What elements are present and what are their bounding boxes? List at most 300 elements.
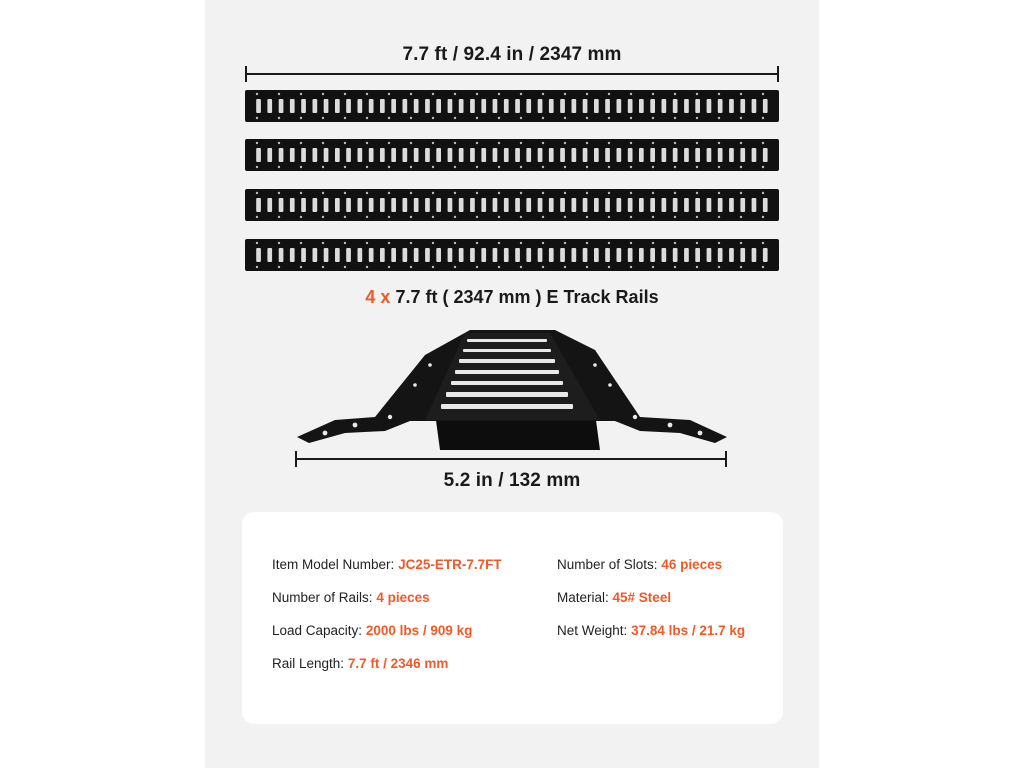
spec-value: JC25-ETR-7.7FT xyxy=(398,557,502,572)
rail-slot xyxy=(335,198,340,212)
rail-slot xyxy=(459,248,464,262)
rail-hole xyxy=(256,266,258,268)
rail-hole xyxy=(388,142,390,144)
rail-hole xyxy=(322,93,324,95)
rail-hole xyxy=(674,142,676,144)
rail-slot xyxy=(572,248,577,262)
rail-slot xyxy=(301,99,306,113)
rail-slot xyxy=(684,198,689,212)
rail-slot xyxy=(515,198,520,212)
product-panel xyxy=(205,0,819,768)
rail-hole xyxy=(388,242,390,244)
rail-hole xyxy=(630,192,632,194)
rail-slot xyxy=(763,198,768,212)
rail-hole xyxy=(762,117,764,119)
rail-slot xyxy=(481,198,486,212)
rail-hole xyxy=(740,242,742,244)
rail-hole xyxy=(740,93,742,95)
rail-hole xyxy=(278,242,280,244)
rail-slot xyxy=(267,198,272,212)
rail-slot xyxy=(639,148,644,162)
rail-hole xyxy=(520,142,522,144)
rail-hole xyxy=(564,93,566,95)
rail-hole xyxy=(520,216,522,218)
rail-slot xyxy=(493,248,498,262)
rail-slot xyxy=(290,99,295,113)
rail-slot xyxy=(380,198,385,212)
rail-slot xyxy=(673,198,678,212)
rail-hole xyxy=(410,216,412,218)
rail-slot xyxy=(594,198,599,212)
rail-hole xyxy=(542,142,544,144)
rail-hole xyxy=(696,242,698,244)
spec-model-number xyxy=(272,557,502,590)
rail-hole xyxy=(454,166,456,168)
rail-hole xyxy=(608,166,610,168)
rail-slot xyxy=(459,99,464,113)
rail-hole xyxy=(256,242,258,244)
rail-slot xyxy=(526,198,531,212)
rail-hole xyxy=(432,192,434,194)
rail-hole xyxy=(454,93,456,95)
spec-value: 2000 lbs / 909 kg xyxy=(365,623,473,638)
rail-hole xyxy=(652,192,654,194)
rail-hole xyxy=(476,93,478,95)
rail-hole xyxy=(586,142,588,144)
rail-hole xyxy=(630,266,632,268)
rail-hole xyxy=(278,216,280,218)
rail-slot xyxy=(403,248,408,262)
rail-hole xyxy=(762,192,764,194)
rail-hole xyxy=(718,192,720,194)
rail-hole xyxy=(344,216,346,218)
rail-hole xyxy=(344,117,346,119)
rail-slot xyxy=(369,248,374,262)
rail-hole xyxy=(498,216,500,218)
rail-slot xyxy=(673,99,678,113)
rail-slot xyxy=(707,148,712,162)
rail-slot xyxy=(515,99,520,113)
spec-value: 7.7 ft / 2346 mm xyxy=(347,656,449,671)
rail-slot xyxy=(526,99,531,113)
rail-hole xyxy=(542,242,544,244)
rail-hole xyxy=(740,166,742,168)
rail-slot xyxy=(617,198,622,212)
spec-label: Rail Length: xyxy=(272,656,345,671)
rail-hole xyxy=(740,117,742,119)
rail-hole xyxy=(454,192,456,194)
rail-hole xyxy=(718,216,720,218)
rail-hole xyxy=(520,242,522,244)
rail-hole xyxy=(498,192,500,194)
rail-hole xyxy=(586,117,588,119)
rail-slot xyxy=(740,248,745,262)
rail-slot xyxy=(459,198,464,212)
rail-hole xyxy=(542,266,544,268)
rail-hole xyxy=(674,242,676,244)
rail-hole xyxy=(476,266,478,268)
rail-slot xyxy=(707,198,712,212)
rail-hole xyxy=(344,142,346,144)
rail-hole xyxy=(366,242,368,244)
rail-slot xyxy=(718,198,723,212)
rail-hole xyxy=(696,266,698,268)
rail-slot xyxy=(695,248,700,262)
rails-quantity: 4 x xyxy=(365,287,391,307)
rail-hole xyxy=(608,93,610,95)
rail-hole xyxy=(322,192,324,194)
rail-hole xyxy=(322,166,324,168)
rail-hole xyxy=(432,266,434,268)
e-track-rail-1 xyxy=(245,90,779,122)
rail-hole xyxy=(586,242,588,244)
rail-slot xyxy=(290,248,295,262)
rail-slot xyxy=(448,99,453,113)
rail-slot xyxy=(403,99,408,113)
rail-hole xyxy=(278,192,280,194)
rail-slot xyxy=(279,248,284,262)
rail-hole xyxy=(608,216,610,218)
rail-hole xyxy=(652,117,654,119)
rail-slot xyxy=(436,198,441,212)
rail-slot xyxy=(560,198,565,212)
rail-hole xyxy=(762,142,764,144)
rail-slot xyxy=(628,99,633,113)
rail-hole xyxy=(520,166,522,168)
rail-slot xyxy=(718,99,723,113)
rail-slot xyxy=(729,99,734,113)
rail-hole xyxy=(718,166,720,168)
rail-slot xyxy=(436,248,441,262)
rail-slot xyxy=(628,248,633,262)
rail-slot xyxy=(718,148,723,162)
rail-hole xyxy=(564,192,566,194)
spec-label: Number of Rails: xyxy=(272,590,373,605)
width-dimension-label: 5.2 in / 132 mm xyxy=(443,470,581,491)
rail-hole xyxy=(586,166,588,168)
rail-slot xyxy=(538,198,543,212)
rail-slot xyxy=(572,148,577,162)
rail-slot xyxy=(256,148,261,162)
rail-slot xyxy=(538,248,543,262)
e-track-rail-3 xyxy=(245,189,779,221)
spec-value: 4 pieces xyxy=(376,590,430,605)
spec-load-capacity xyxy=(272,623,502,656)
rail-hole xyxy=(696,216,698,218)
rail-slot xyxy=(752,99,757,113)
rail-slot xyxy=(538,99,543,113)
rail-hole xyxy=(256,93,258,95)
rail-hole xyxy=(300,192,302,194)
rail-slot xyxy=(504,148,509,162)
rail-hole xyxy=(740,192,742,194)
rail-hole xyxy=(432,166,434,168)
rail-slot xyxy=(662,248,667,262)
rail-hole xyxy=(388,166,390,168)
rail-slot xyxy=(594,248,599,262)
rail-slot xyxy=(526,248,531,262)
rail-slot xyxy=(639,99,644,113)
rail-hole xyxy=(476,166,478,168)
rail-slot xyxy=(436,148,441,162)
rail-slot xyxy=(290,148,295,162)
rail-hole xyxy=(630,117,632,119)
rail-slot xyxy=(729,148,734,162)
rail-hole xyxy=(674,216,676,218)
rail-slot xyxy=(256,248,261,262)
rail-slot xyxy=(493,99,498,113)
rail-hole xyxy=(432,242,434,244)
rail-slot xyxy=(617,99,622,113)
rail-hole xyxy=(366,216,368,218)
rail-slot xyxy=(279,198,284,212)
spec-number-of-rails xyxy=(272,590,502,623)
rail-hole xyxy=(630,166,632,168)
rail-hole xyxy=(344,166,346,168)
rail-hole xyxy=(454,266,456,268)
rail-hole xyxy=(762,266,764,268)
rail-hole xyxy=(322,216,324,218)
rail-slot xyxy=(425,148,430,162)
rail-slot xyxy=(695,148,700,162)
rail-slot xyxy=(662,99,667,113)
rail-slot xyxy=(346,248,351,262)
rail-slot xyxy=(380,248,385,262)
rail-hole xyxy=(256,166,258,168)
rail-hole xyxy=(300,93,302,95)
rail-hole xyxy=(564,266,566,268)
rail-slot xyxy=(684,99,689,113)
rail-hole xyxy=(652,266,654,268)
rail-hole xyxy=(630,142,632,144)
rail-hole xyxy=(410,266,412,268)
rail-hole xyxy=(476,192,478,194)
rail-slot xyxy=(662,148,667,162)
rail-hole xyxy=(278,93,280,95)
rail-slot xyxy=(301,148,306,162)
length-dimension-label: 7.7 ft / 92.4 in / 2347 mm xyxy=(402,44,622,65)
rail-hole xyxy=(740,216,742,218)
rail-hole xyxy=(718,93,720,95)
rail-slot xyxy=(301,198,306,212)
rail-slot xyxy=(380,99,385,113)
rail-slot xyxy=(560,99,565,113)
rail-hole xyxy=(498,142,500,144)
rail-slot xyxy=(650,198,655,212)
rail-slot xyxy=(436,99,441,113)
rail-slot xyxy=(369,99,374,113)
rail-hole xyxy=(652,93,654,95)
rail-hole xyxy=(586,266,588,268)
rail-hole xyxy=(278,117,280,119)
rail-slot xyxy=(628,198,633,212)
rail-slot xyxy=(605,99,610,113)
rail-hole xyxy=(454,142,456,144)
rail-hole xyxy=(388,216,390,218)
rail-hole xyxy=(542,117,544,119)
rail-hole xyxy=(498,166,500,168)
rail-hole xyxy=(696,93,698,95)
rail-hole xyxy=(718,242,720,244)
rail-slot xyxy=(346,198,351,212)
rail-slot xyxy=(560,148,565,162)
rail-slot xyxy=(583,248,588,262)
rail-hole xyxy=(454,242,456,244)
rail-slot xyxy=(459,148,464,162)
rail-slot xyxy=(493,198,498,212)
rail-hole xyxy=(674,266,676,268)
rail-slot xyxy=(301,248,306,262)
rail-hole xyxy=(520,117,522,119)
rail-hole xyxy=(564,142,566,144)
rail-hole xyxy=(476,117,478,119)
rail-hole xyxy=(498,242,500,244)
rail-slot xyxy=(526,148,531,162)
rail-hole xyxy=(454,216,456,218)
rail-slot xyxy=(313,248,318,262)
rail-slot xyxy=(594,99,599,113)
rail-slot xyxy=(470,248,475,262)
rail-slot xyxy=(549,99,554,113)
rail-hole xyxy=(410,117,412,119)
rail-slot xyxy=(414,99,419,113)
rail-slot xyxy=(335,99,340,113)
rail-slot xyxy=(662,198,667,212)
rail-hole xyxy=(564,166,566,168)
rail-slot xyxy=(752,148,757,162)
rail-hole xyxy=(564,117,566,119)
rail-slot xyxy=(572,198,577,212)
rail-hole xyxy=(278,266,280,268)
rail-hole xyxy=(366,93,368,95)
rail-slot xyxy=(470,99,475,113)
rail-hole xyxy=(388,93,390,95)
rail-slot xyxy=(504,99,509,113)
rail-slot xyxy=(549,148,554,162)
rail-slot xyxy=(313,198,318,212)
spec-material xyxy=(557,590,745,623)
rail-hole xyxy=(608,142,610,144)
rail-slot xyxy=(729,248,734,262)
rail-hole xyxy=(344,192,346,194)
rail-slot xyxy=(279,99,284,113)
rail-slot xyxy=(639,248,644,262)
rail-slot xyxy=(324,248,329,262)
rail-slot xyxy=(549,198,554,212)
rail-slot xyxy=(324,198,329,212)
rail-slot xyxy=(369,198,374,212)
rail-slot xyxy=(403,198,408,212)
rail-hole xyxy=(564,242,566,244)
rail-slot xyxy=(763,248,768,262)
rail-hole xyxy=(410,93,412,95)
rail-hole xyxy=(718,266,720,268)
rail-slot xyxy=(695,99,700,113)
spec-label: Load Capacity: xyxy=(272,623,363,638)
spec-number-of-slots xyxy=(557,557,745,590)
rail-hole xyxy=(344,266,346,268)
rail-hole xyxy=(256,142,258,144)
rail-slot xyxy=(515,148,520,162)
rail-hole xyxy=(608,192,610,194)
rail-hole xyxy=(696,117,698,119)
rail-slot xyxy=(549,248,554,262)
rail-slot xyxy=(583,148,588,162)
rail-slot xyxy=(279,148,284,162)
rail-slot xyxy=(617,148,622,162)
rail-hole xyxy=(740,142,742,144)
rail-hole xyxy=(608,242,610,244)
rail-hole xyxy=(300,117,302,119)
rail-hole xyxy=(564,216,566,218)
e-track-rail-2 xyxy=(245,139,779,171)
rail-slot xyxy=(358,99,363,113)
rail-hole xyxy=(630,216,632,218)
rail-slot xyxy=(605,248,610,262)
rail-hole xyxy=(300,216,302,218)
rail-hole xyxy=(432,117,434,119)
spec-label: Material: xyxy=(557,590,609,605)
spec-label: Number of Slots: xyxy=(557,557,658,572)
rail-hole xyxy=(388,117,390,119)
rail-hole xyxy=(652,142,654,144)
rail-hole xyxy=(586,192,588,194)
rail-slot xyxy=(403,148,408,162)
rail-hole xyxy=(366,117,368,119)
rail-hole xyxy=(696,192,698,194)
rail-hole xyxy=(586,216,588,218)
rail-slot xyxy=(290,198,295,212)
rail-hole xyxy=(388,192,390,194)
rail-hole xyxy=(674,93,676,95)
rail-slot xyxy=(504,248,509,262)
spec-label: Item Model Number: xyxy=(272,557,395,572)
rail-slot xyxy=(369,148,374,162)
rail-hole xyxy=(366,166,368,168)
rail-slot xyxy=(391,248,396,262)
rail-slot xyxy=(313,99,318,113)
rail-slot xyxy=(256,99,261,113)
rail-slot xyxy=(572,99,577,113)
rail-slot xyxy=(324,99,329,113)
rail-hole xyxy=(520,93,522,95)
rail-slot xyxy=(358,248,363,262)
rail-slot xyxy=(358,198,363,212)
rail-slot xyxy=(628,148,633,162)
rail-slot xyxy=(752,198,757,212)
rail-slot xyxy=(391,148,396,162)
rail-slot xyxy=(740,148,745,162)
rail-hole xyxy=(542,192,544,194)
rail-slot xyxy=(695,198,700,212)
rail-slot xyxy=(481,248,486,262)
rail-hole xyxy=(454,117,456,119)
rail-slot xyxy=(763,148,768,162)
rails-caption xyxy=(205,287,819,308)
rail-slot xyxy=(346,148,351,162)
rail-slot xyxy=(617,248,622,262)
rail-slot xyxy=(583,99,588,113)
rail-slot xyxy=(493,148,498,162)
rail-slot xyxy=(515,248,520,262)
spec-value: 46 pieces xyxy=(661,557,723,572)
rail-slot xyxy=(448,198,453,212)
rail-slot xyxy=(740,99,745,113)
rail-hole xyxy=(762,242,764,244)
rail-slot xyxy=(560,248,565,262)
spec-label: Net Weight: xyxy=(557,623,628,638)
rail-hole xyxy=(542,93,544,95)
